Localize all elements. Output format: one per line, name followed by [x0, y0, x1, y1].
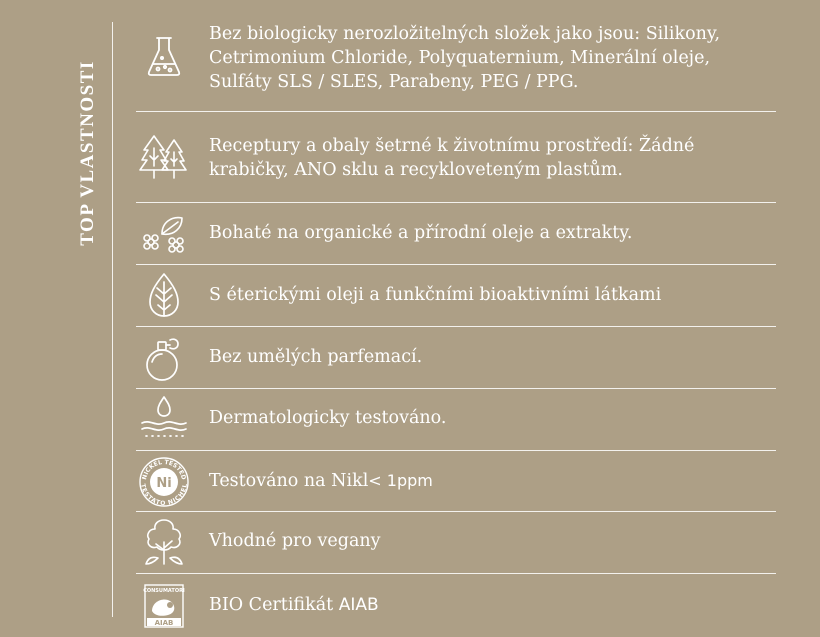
aiab-logo-icon [136, 577, 192, 633]
feature-text [209, 529, 381, 553]
forest-icon [136, 128, 192, 184]
text-line: Dermatologicky testováno. [209, 408, 447, 428]
feature-text [209, 345, 422, 369]
text-line: Receptury a obaly šetrné k životnímu prostředí: Žádné [209, 136, 695, 156]
text-line: Vhodné pro vegany [209, 531, 381, 551]
badge-ring-top: NICKEL TESTED [141, 458, 187, 481]
flask-icon [136, 28, 192, 84]
row-divider [136, 573, 776, 574]
badge-ring-bottom: TESTATO NICHEL [139, 483, 189, 508]
feature-text [209, 406, 446, 430]
text-line: Testováno na Nikl [209, 471, 369, 491]
row-divider [136, 264, 776, 265]
skin-drop-icon [136, 391, 192, 447]
vegan-tree-icon [136, 514, 192, 570]
row-divider [136, 326, 776, 327]
aiab-top-text: CONSUMATORI [143, 588, 185, 594]
text-line: krabičky, ANO sklu a recykloveteným plastům. [209, 160, 623, 180]
feature-text [209, 593, 379, 617]
row-divider [136, 111, 776, 112]
text-suffix: < 1ppm [368, 471, 433, 490]
leaf-flowers-icon [136, 208, 192, 264]
text-line: Bohaté na organické a přírodní oleje a extrakty. [209, 223, 633, 243]
text-line: BIO Certifikát [209, 595, 339, 615]
row-divider [136, 511, 776, 512]
text-line: Cetrimonium Chloride, Polyquaternium, Minerální oleje, [209, 48, 711, 68]
nickel-tested-icon [136, 454, 192, 510]
feature-text [209, 469, 433, 493]
leaf-drop-icon [136, 268, 192, 324]
aiab-bottom-text: AIAB [154, 619, 174, 627]
text-line: Sulfáty SLS / SLES, Parabeny, PEG / PPG. [209, 72, 579, 92]
side-heading: TOP VLASTNOSTI [77, 59, 98, 246]
vertical-divider [112, 22, 113, 617]
feature-text [209, 22, 720, 94]
badge-ni: Ni [156, 476, 172, 491]
text-line: Bez biologicky nerozložitelných složek jako jsou: Silikony, [209, 24, 721, 44]
feature-text [209, 134, 694, 182]
text-line: S éterickými oleji a funkčními bioaktivními látkami [209, 285, 662, 305]
row-divider [136, 202, 776, 203]
row-divider [136, 450, 776, 451]
row-divider [136, 388, 776, 389]
feature-text [209, 221, 632, 245]
text-suffix: AIAB [338, 595, 379, 615]
feature-text [209, 283, 661, 307]
perfume-bottle-icon [136, 330, 192, 386]
side-heading-box [68, 40, 108, 265]
text-line: Bez umělých parfemací. [209, 347, 423, 367]
